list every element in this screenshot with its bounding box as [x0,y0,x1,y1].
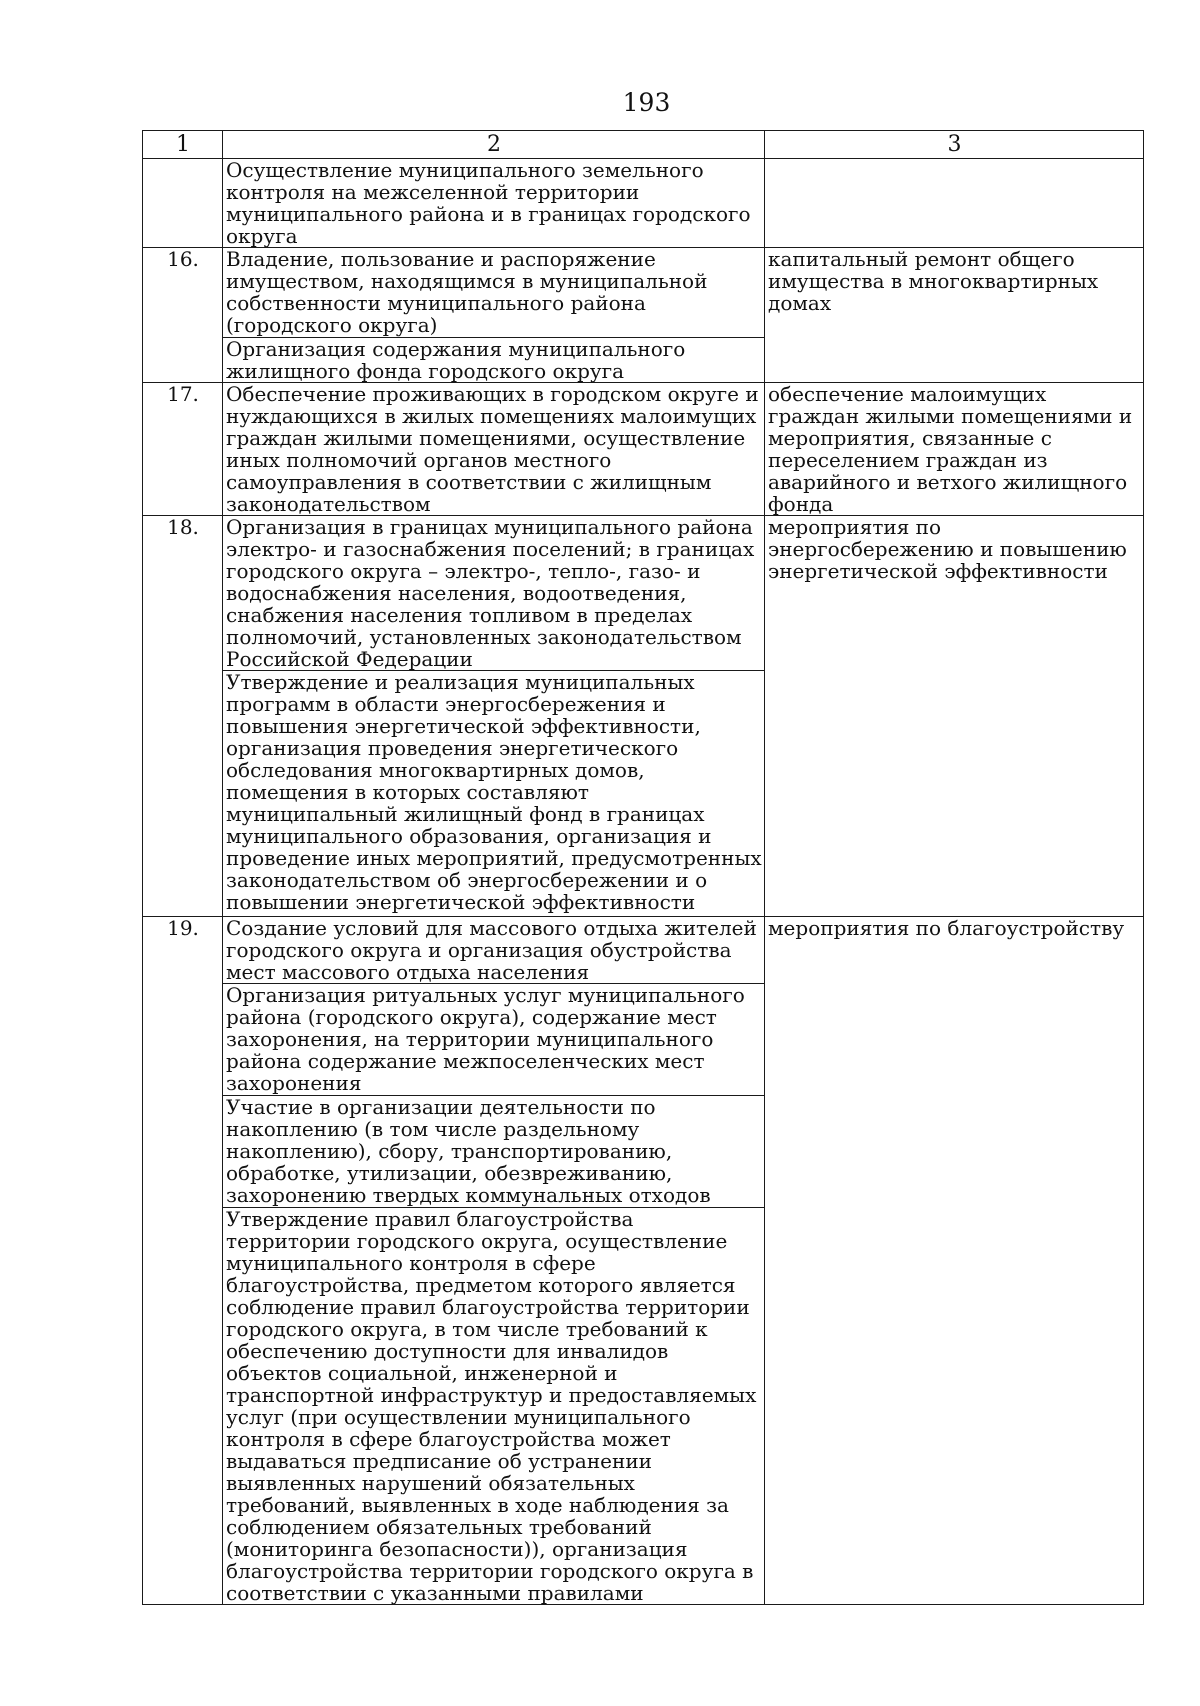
row-number [143,159,223,248]
row-col3-text [765,159,1144,248]
column-header-3: 3 [765,131,1144,159]
row-text: Организация содержания муниципального жилищного фонда городского округа [223,338,765,383]
table-header-row [143,131,1144,159]
table-row [143,159,1144,248]
page-number: 193 [622,88,671,117]
row-text: Организация в границах муниципального района электро- и газоснабжения поселений; в границах городского округа – электро-, тепло-, газо- и водоснабжения населения, водоотведения, снабжения населения топливом в пределах полномочий, установленных законодательством Российской Федерации [223,516,765,671]
row-col3-text: обеспечение малоимущих граждан жилыми помещениями и мероприятия, связанные с переселением граждан из аварийного и ветхого жилищного фонда [765,383,1144,516]
row-text: Участие в организации деятельности по накоплению (в том числе раздельному накоплению), сбору, транспортированию, обработке, утилизации, обезвреживанию, захоронению твердых коммунальных отходов [223,1096,765,1208]
row-text: Утверждение правил благоустройства территории городского округа, осуществление муниципального контроля в сфере благоустройства, предметом которого является соблюдение правил благоустройства территории городского округа, в том числе требований к обеспечению доступности для инвалидов объектов социальной, инженерной и транспортной инфраструктур и предоставляемых услуг (при осуществлении муниципального контроля в сфере благоустройства может выдаваться предписание об устранении выявленных нарушений обязательных требований, выявленных в ходе наблюдения за соблюдением обязательных требований (мониторинга безопасности)), организация благоустройства территории городского округа в соответствии с указанными правилами [223,1208,765,1605]
document-table [142,130,1144,1605]
row-number: 17. [143,383,223,516]
row-text: Обеспечение проживающих в городском округе и нуждающихся в жилых помещениях малоимущих граждан жилыми помещениями, осуществление иных полномочий органов местного самоуправления в соответствии с жилищным законодательством [223,383,765,516]
table-row [143,248,1144,338]
row-col3-text: капитальный ремонт общего имущества в многоквартирных домах [765,248,1144,383]
table-row [143,516,1144,671]
row-text: Владение, пользование и распоряжение имуществом, находящимся в муниципальной собственности муниципального района (городского округа) [223,248,765,338]
table-row [143,383,1144,516]
row-text: Утверждение и реализация муниципальных программ в области энергосбережения и повышения энергетической эффективности, организация проведения энергетического обследования многоквартирных домов, помещения в которых составляют муниципальный жилищный фонд в границах муниципального образования, организация и проведение иных мероприятий, предусмотренных законодательством об энергосбережении и о повышении энергетической эффективности [223,671,765,917]
row-text: Организация ритуальных услуг муниципального района (городского округа), содержание мест захоронения, на территории муниципального района содержание межпоселенческих мест захоронения [223,984,765,1096]
row-text: Осуществление муниципального земельного контроля на межселенной территории муниципального района и в границах городского округа [223,159,765,248]
column-header-1: 1 [143,131,223,159]
row-number: 19. [143,917,223,1605]
row-number: 18. [143,516,223,917]
row-col3-text: мероприятия по благоустройству [765,917,1144,1605]
table-row [143,917,1144,984]
row-text: Создание условий для массового отдыха жителей городского округа и организация обустройства мест массового отдыха населения [223,917,765,984]
row-number: 16. [143,248,223,383]
column-header-2: 2 [223,131,765,159]
row-col3-text: мероприятия по энергосбережению и повышению энергетической эффективности [765,516,1144,917]
